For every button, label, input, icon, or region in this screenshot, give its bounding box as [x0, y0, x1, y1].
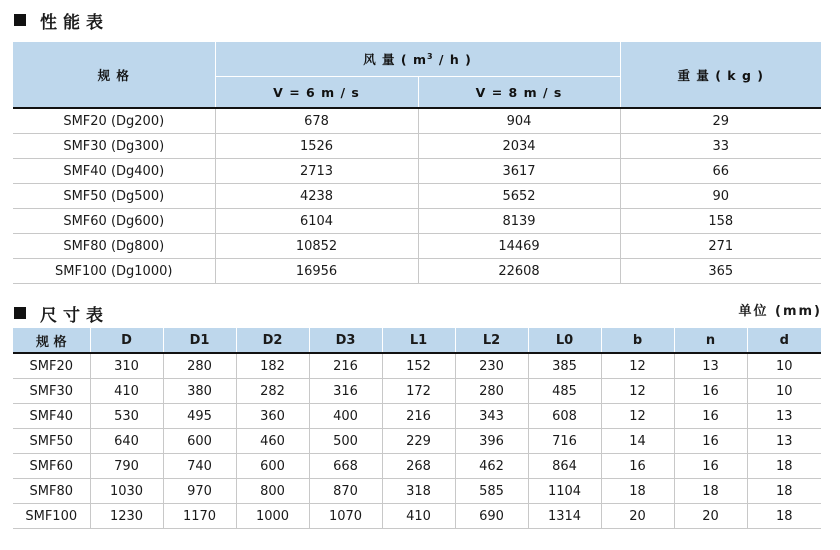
table-cell: 1314 — [528, 504, 601, 529]
table-cell: SMF80 (Dg800) — [13, 234, 215, 259]
column-header: D1 — [163, 328, 236, 353]
table-cell: 90 — [620, 184, 821, 209]
table-cell: 380 — [163, 379, 236, 404]
column-header: D2 — [236, 328, 309, 353]
table-cell: 280 — [455, 379, 528, 404]
table-cell: 33 — [620, 134, 821, 159]
column-header: n — [674, 328, 747, 353]
table-cell: 396 — [455, 429, 528, 454]
table-cell: 410 — [90, 379, 163, 404]
table-cell: 182 — [236, 353, 309, 379]
column-header: L2 — [455, 328, 528, 353]
table-cell: 18 — [747, 454, 821, 479]
table-cell: 640 — [90, 429, 163, 454]
table-row — [13, 134, 821, 159]
table-cell: 2713 — [215, 159, 418, 184]
table-cell: 14 — [601, 429, 674, 454]
table-cell: 216 — [309, 353, 382, 379]
table-cell: 158 — [620, 209, 821, 234]
performance-table — [13, 42, 821, 284]
table-cell: 16 — [601, 454, 674, 479]
table-cell: 271 — [620, 234, 821, 259]
table-row — [13, 454, 821, 479]
table-cell: 600 — [163, 429, 236, 454]
table-cell: 410 — [382, 504, 455, 529]
table-cell: 152 — [382, 353, 455, 379]
header-spec: 规 格 — [13, 42, 215, 108]
table-cell: 12 — [601, 379, 674, 404]
table-cell: SMF40 — [13, 404, 90, 429]
table-cell: 343 — [455, 404, 528, 429]
table-cell: 18 — [601, 479, 674, 504]
table-cell: 268 — [382, 454, 455, 479]
header-airflow-prefix: 风 量 ( m — [363, 52, 427, 67]
table-cell: 16 — [674, 454, 747, 479]
table-cell: 800 — [236, 479, 309, 504]
square-bullet-icon — [14, 14, 26, 26]
table-cell: SMF40 (Dg400) — [13, 159, 215, 184]
table-cell: 716 — [528, 429, 601, 454]
table-cell: SMF50 — [13, 429, 90, 454]
table-cell: SMF30 — [13, 379, 90, 404]
table-row — [13, 353, 821, 379]
table-cell: 585 — [455, 479, 528, 504]
table-cell: 13 — [747, 404, 821, 429]
table-cell: 500 — [309, 429, 382, 454]
table-row — [13, 234, 821, 259]
square-bullet-icon — [14, 307, 26, 319]
table-cell: 18 — [747, 504, 821, 529]
table-cell: 18 — [747, 479, 821, 504]
table-cell: 20 — [674, 504, 747, 529]
table-cell: 310 — [90, 353, 163, 379]
column-header: L1 — [382, 328, 455, 353]
table-cell: 29 — [620, 108, 821, 134]
table-cell: 678 — [215, 108, 418, 134]
table-cell: 740 — [163, 454, 236, 479]
table-cell: 3617 — [418, 159, 620, 184]
table-cell: 864 — [528, 454, 601, 479]
table-row — [13, 259, 821, 284]
table-cell: 16 — [674, 379, 747, 404]
table-cell: 22608 — [418, 259, 620, 284]
table-cell: SMF60 (Dg600) — [13, 209, 215, 234]
table-cell: 8139 — [418, 209, 620, 234]
table-cell: 904 — [418, 108, 620, 134]
header-v6: V = 6 m / s — [215, 77, 418, 109]
table-cell: 485 — [528, 379, 601, 404]
table-cell: 690 — [455, 504, 528, 529]
table-row — [13, 429, 821, 454]
table-cell: 970 — [163, 479, 236, 504]
table-cell: 6104 — [215, 209, 418, 234]
table-row — [13, 159, 821, 184]
table-cell: 462 — [455, 454, 528, 479]
table-cell: 365 — [620, 259, 821, 284]
table-cell: 1104 — [528, 479, 601, 504]
table-cell: 18 — [674, 479, 747, 504]
unit-label: 单位 (mm) — [738, 304, 822, 319]
table-cell: SMF80 — [13, 479, 90, 504]
table-cell: 668 — [309, 454, 382, 479]
table-cell: SMF100 — [13, 504, 90, 529]
performance-table-title — [14, 9, 109, 31]
column-header: 规 格 — [13, 328, 90, 353]
dimension-header-row — [13, 328, 821, 353]
header-airflow-sup: 3 — [426, 51, 434, 61]
table-cell: 1000 — [236, 504, 309, 529]
table-cell: 230 — [455, 353, 528, 379]
table-cell: 20 — [601, 504, 674, 529]
table-row — [13, 184, 821, 209]
table-cell: 229 — [382, 429, 455, 454]
table-cell: 360 — [236, 404, 309, 429]
table-cell: 608 — [528, 404, 601, 429]
table-cell: 282 — [236, 379, 309, 404]
table-cell: 385 — [528, 353, 601, 379]
table-cell: 790 — [90, 454, 163, 479]
table-cell: 1030 — [90, 479, 163, 504]
table-row — [13, 209, 821, 234]
table-cell: 280 — [163, 353, 236, 379]
table-cell: 10 — [747, 353, 821, 379]
table-cell: 1230 — [90, 504, 163, 529]
column-header: D3 — [309, 328, 382, 353]
table-cell: 16 — [674, 429, 747, 454]
table-cell: 400 — [309, 404, 382, 429]
table-cell: 318 — [382, 479, 455, 504]
table-row — [13, 479, 821, 504]
table-cell: 13 — [747, 429, 821, 454]
table-cell: 14469 — [418, 234, 620, 259]
column-header: d — [747, 328, 821, 353]
table-cell: 460 — [236, 429, 309, 454]
dimension-table-title — [14, 302, 109, 324]
column-header: L0 — [528, 328, 601, 353]
dimension-title-text: 尺寸表 — [40, 305, 109, 326]
table-row — [13, 504, 821, 529]
table-cell: SMF20 — [13, 353, 90, 379]
table-row — [13, 379, 821, 404]
table-cell: 1170 — [163, 504, 236, 529]
header-airflow — [215, 42, 620, 77]
table-cell: 600 — [236, 454, 309, 479]
table-cell: 172 — [382, 379, 455, 404]
performance-title-text: 性能表 — [40, 12, 109, 33]
table-cell: SMF50 (Dg500) — [13, 184, 215, 209]
table-cell: 216 — [382, 404, 455, 429]
table-cell: 4238 — [215, 184, 418, 209]
table-cell: 66 — [620, 159, 821, 184]
table-cell: SMF60 — [13, 454, 90, 479]
table-cell: 316 — [309, 379, 382, 404]
table-cell: 10852 — [215, 234, 418, 259]
column-header: D — [90, 328, 163, 353]
header-weight: 重 量 ( k g ) — [620, 42, 821, 108]
table-cell: 12 — [601, 353, 674, 379]
table-cell: 870 — [309, 479, 382, 504]
table-row — [13, 404, 821, 429]
table-cell: 13 — [674, 353, 747, 379]
table-cell: 495 — [163, 404, 236, 429]
performance-table-body — [13, 108, 821, 284]
dimension-table — [13, 328, 821, 529]
table-cell: 5652 — [418, 184, 620, 209]
table-cell: 16956 — [215, 259, 418, 284]
table-cell: 12 — [601, 404, 674, 429]
table-cell: SMF20 (Dg200) — [13, 108, 215, 134]
table-cell: SMF30 (Dg300) — [13, 134, 215, 159]
table-cell: 16 — [674, 404, 747, 429]
header-v8: V = 8 m / s — [418, 77, 620, 109]
header-airflow-suffix: / h ) — [438, 52, 472, 67]
table-cell: 1526 — [215, 134, 418, 159]
table-cell: 1070 — [309, 504, 382, 529]
table-cell: 10 — [747, 379, 821, 404]
table-row — [13, 108, 821, 134]
column-header: b — [601, 328, 674, 353]
dimension-table-body — [13, 353, 821, 529]
table-cell: 530 — [90, 404, 163, 429]
table-cell: SMF100 (Dg1000) — [13, 259, 215, 284]
table-cell: 2034 — [418, 134, 620, 159]
